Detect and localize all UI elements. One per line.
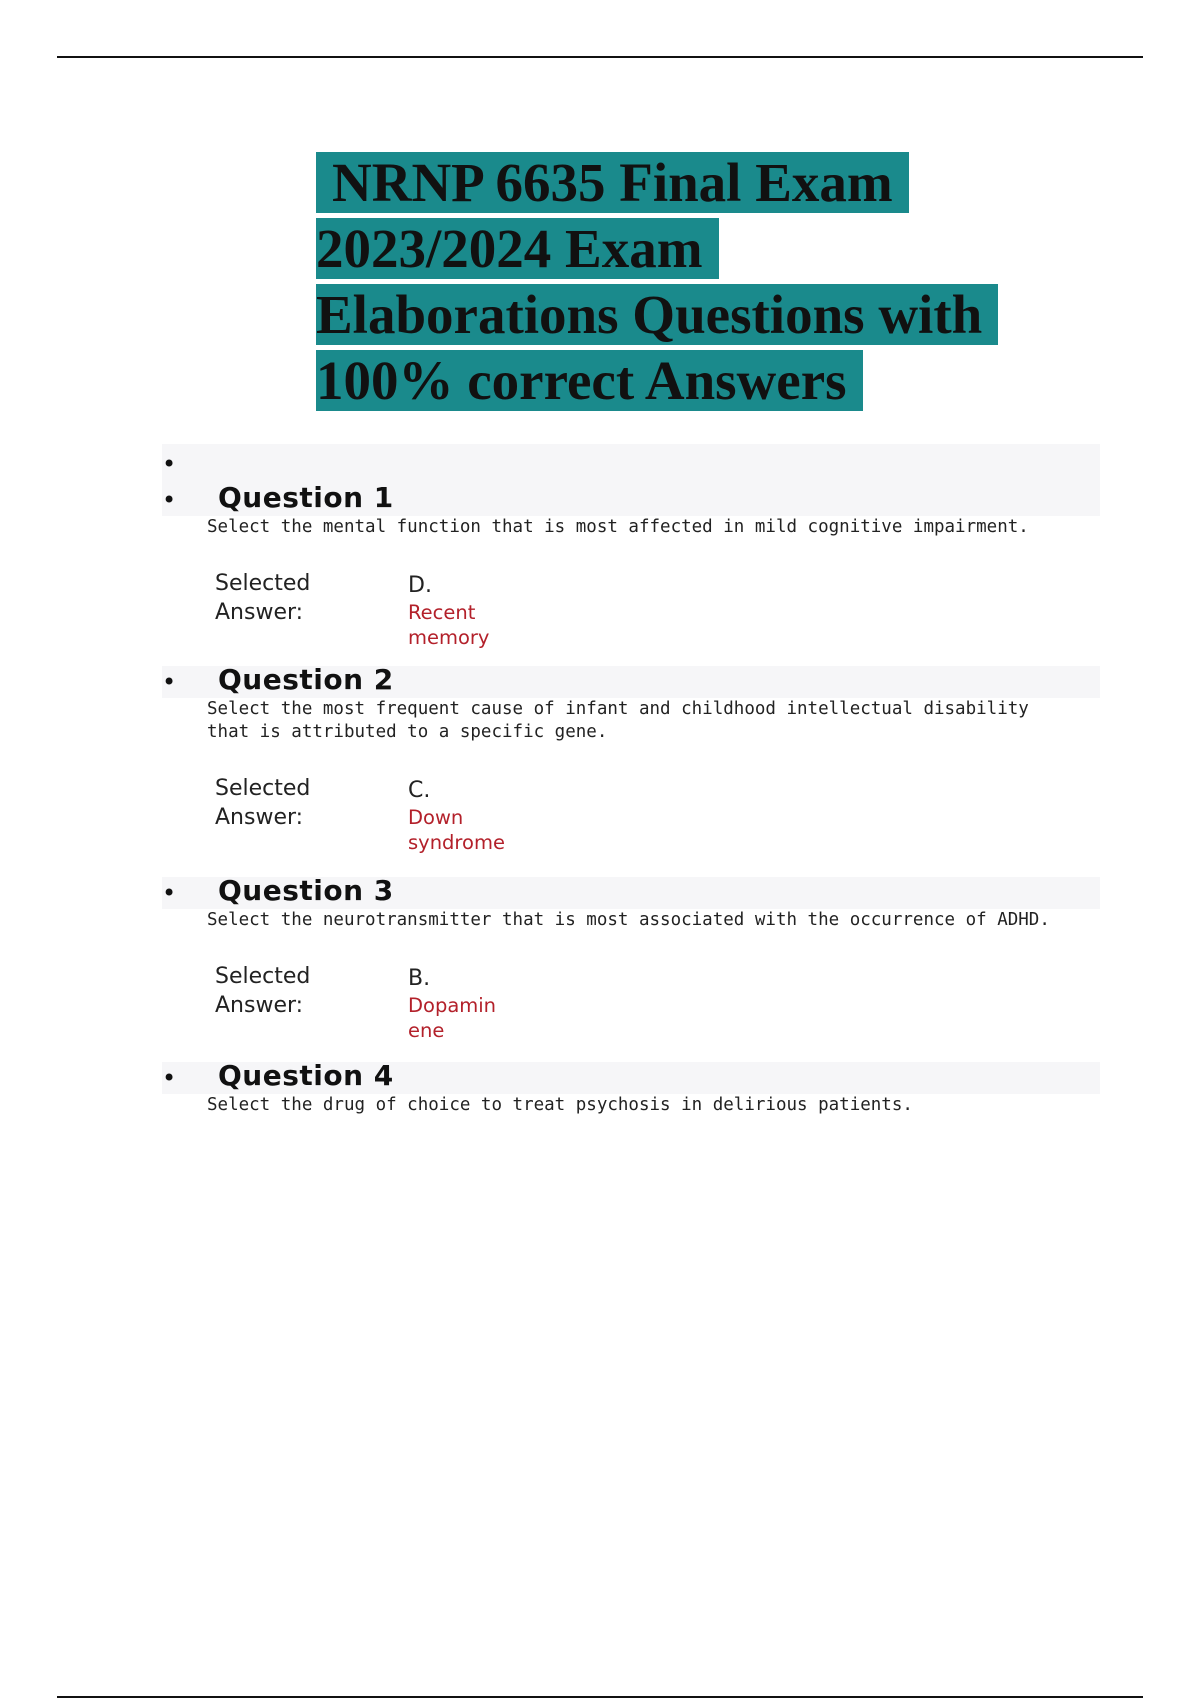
question-text: Select the neurotransmitter that is most associated with the occurrence of ADHD. — [207, 910, 1050, 930]
answer-label: Selected Answer: — [215, 776, 311, 830]
title-line: 100% correct Answers — [316, 348, 1036, 414]
answer-value: Dopamin ene — [408, 994, 497, 1042]
answer-label: Selected Answer: — [215, 571, 311, 625]
question-header — [162, 663, 1100, 698]
bullet-icon: • — [162, 668, 177, 696]
title-line: Elaborations Questions with — [316, 282, 1036, 348]
selected-answer — [215, 962, 1100, 1062]
answer-letter: D. — [408, 573, 432, 598]
answer-value: Recent memory — [408, 601, 490, 649]
title-line: NRNP 6635 Final Exam — [316, 150, 1036, 216]
answer-value: Down syndrome — [408, 806, 505, 854]
question-header — [162, 874, 1100, 909]
question-header — [162, 481, 1100, 516]
bottom-divider — [57, 1696, 1143, 1698]
bullet-icon: • — [162, 450, 177, 478]
question-title: Question 2 — [218, 663, 394, 696]
top-divider — [57, 56, 1143, 58]
bullet-icon: • — [162, 1064, 177, 1092]
question-block — [162, 874, 1100, 1062]
question-text: Select the most frequent cause of infant and childhood intellectual disability that is attributed to a specific gene. — [207, 699, 1029, 742]
question-text: Select the mental function that is most affected in mild cognitive impairment. — [207, 517, 1029, 537]
empty-list-item — [162, 444, 1100, 484]
title-line: 2023/2024 Exam — [316, 216, 1036, 282]
question-title: Question 3 — [218, 874, 394, 907]
question-block — [162, 663, 1100, 874]
bullet-icon: • — [162, 879, 177, 907]
selected-answer — [215, 569, 1100, 669]
answer-label: Selected Answer: — [215, 964, 311, 1018]
question-block — [162, 1059, 1100, 1117]
question-title: Question 1 — [218, 481, 394, 514]
question-title: Question 4 — [218, 1059, 394, 1092]
question-text: Select the drug of choice to treat psychosis in delirious patients. — [207, 1095, 913, 1115]
document-title — [316, 150, 1036, 414]
selected-answer — [215, 774, 1100, 874]
question-header — [162, 1059, 1100, 1094]
answer-letter: B. — [408, 966, 431, 991]
question-block — [162, 481, 1100, 669]
bullet-icon: • — [162, 486, 177, 514]
answer-letter: C. — [408, 778, 431, 803]
